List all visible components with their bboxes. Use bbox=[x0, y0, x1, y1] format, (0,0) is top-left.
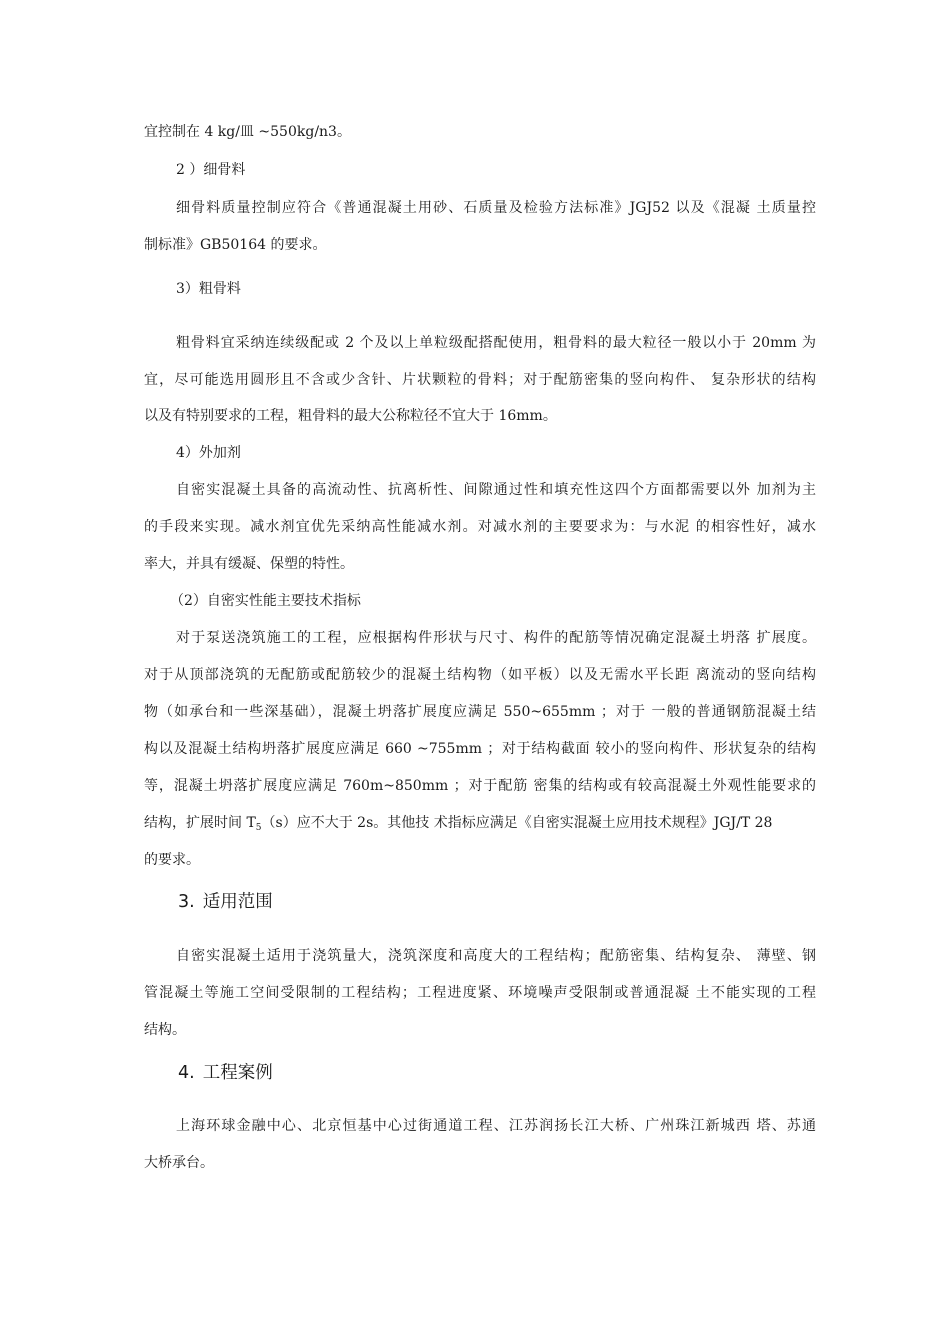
paragraph-line: 以及有特别要求的工程，粗骨料的最大公称粒径不宜大于 16mm。 bbox=[144, 408, 557, 424]
heading-number: 3. bbox=[178, 892, 195, 912]
paragraph-line: 的要求。 bbox=[144, 852, 200, 868]
paragraph-line: 宜，尽可能选用圆形且不含或少含针、片状颗粒的骨料；对于配筋密集的竖向构件、 复杂形状的结构 bbox=[144, 372, 816, 388]
section-heading-cases bbox=[178, 1061, 273, 1085]
item-heading-fine-aggregate: 2 ）细骨料 bbox=[176, 162, 246, 178]
paragraph-line: 管混凝土等施工空间受限制的工程结构；工程进度紧、环境噪声受限制或普通混凝 土不能实现的工程 bbox=[144, 985, 816, 1001]
heading-text: 工程案例 bbox=[202, 1063, 273, 1083]
section-heading-scope bbox=[178, 890, 273, 914]
line-text: （s）应不大于 2s。其他技 术指标应满足《自密实混凝土应用技术规程》JGJ/T 28 bbox=[261, 815, 773, 831]
paragraph-line: 的手段来实现。减水剂宜优先采纳高性能减水剂。对减水剂的主要要求为：与水泥 的相容性好，减水 bbox=[144, 519, 816, 535]
paragraph-line: 等，混凝土坍落扩展度应满足 760m~850mm ；对于配筋 密集的结构或有较高混凝土外观性能要求的 bbox=[144, 778, 816, 794]
paragraph-line: 自密实混凝土适用于浇筑量大，浇筑深度和高度大的工程结构；配筋密集、结构复杂、 薄壁、钢 bbox=[176, 948, 816, 964]
paragraph-line: 对于泵送浇筑施工的工程，应根据构件形状与尺寸、构件的配筋等情况确定混凝土坍落 扩展度。 bbox=[176, 630, 816, 646]
paragraph-line: 对于从顶部浇筑的无配筋或配筋较少的混凝土结构物（如平板）以及无需水平长距 离流动的竖向结构 bbox=[144, 667, 816, 683]
heading-text: 适用范围 bbox=[202, 892, 273, 912]
paragraph-line: 上海环球金融中心、北京恒基中心过街通道工程、江苏润扬长江大桥、广州珠江新城西 塔、苏通 bbox=[176, 1118, 816, 1134]
paragraph-line: 大桥承台。 bbox=[144, 1155, 214, 1171]
paragraph-line: 制标准》GB50164 的要求。 bbox=[144, 237, 327, 253]
paragraph-line: 宜控制在 4 kg/皿 ~550kg/n3。 bbox=[144, 124, 351, 140]
paragraph-line: 粗骨料宜采纳连续级配或 2 个及以上单粒级配搭配使用，粗骨料的最大粒径一般以小于 20mm 为 bbox=[176, 335, 816, 351]
paragraph-line: 率大，并具有缓凝、保塑的特性。 bbox=[144, 556, 354, 572]
paragraph-line bbox=[144, 813, 816, 838]
paragraph-line: 物（如承台和一些深基础），混凝土坍落扩展度应满足 550~655mm ；对于 一般的普通钢筋混凝土结 bbox=[144, 704, 816, 720]
item-heading-coarse-aggregate: 3）粗骨料 bbox=[176, 281, 241, 297]
section-subheading: （2）自密实性能主要技术指标 bbox=[170, 593, 361, 609]
paragraph-line: 自密实混凝土具备的高流动性、抗离析性、间隙通过性和填充性这四个方面都需要以外 加剂为主 bbox=[176, 482, 816, 498]
line-text: 结构，扩展时间 T bbox=[144, 815, 256, 831]
paragraph-line: 结构。 bbox=[144, 1022, 186, 1038]
item-heading-admixture: 4）外加剂 bbox=[176, 445, 241, 461]
paragraph-line: 细骨料质量控制应符合《普通混凝土用砂、石质量及检验方法标准》JGJ52 以及《混凝 土质量控 bbox=[176, 200, 816, 216]
paragraph-line: 构以及混凝土结构坍落扩展度应满足 660 ~755mm ；对于结构截面 较小的竖向构件、形状复杂的结构 bbox=[144, 741, 816, 757]
subscript: 5 bbox=[255, 823, 262, 833]
heading-number: 4. bbox=[178, 1063, 195, 1083]
